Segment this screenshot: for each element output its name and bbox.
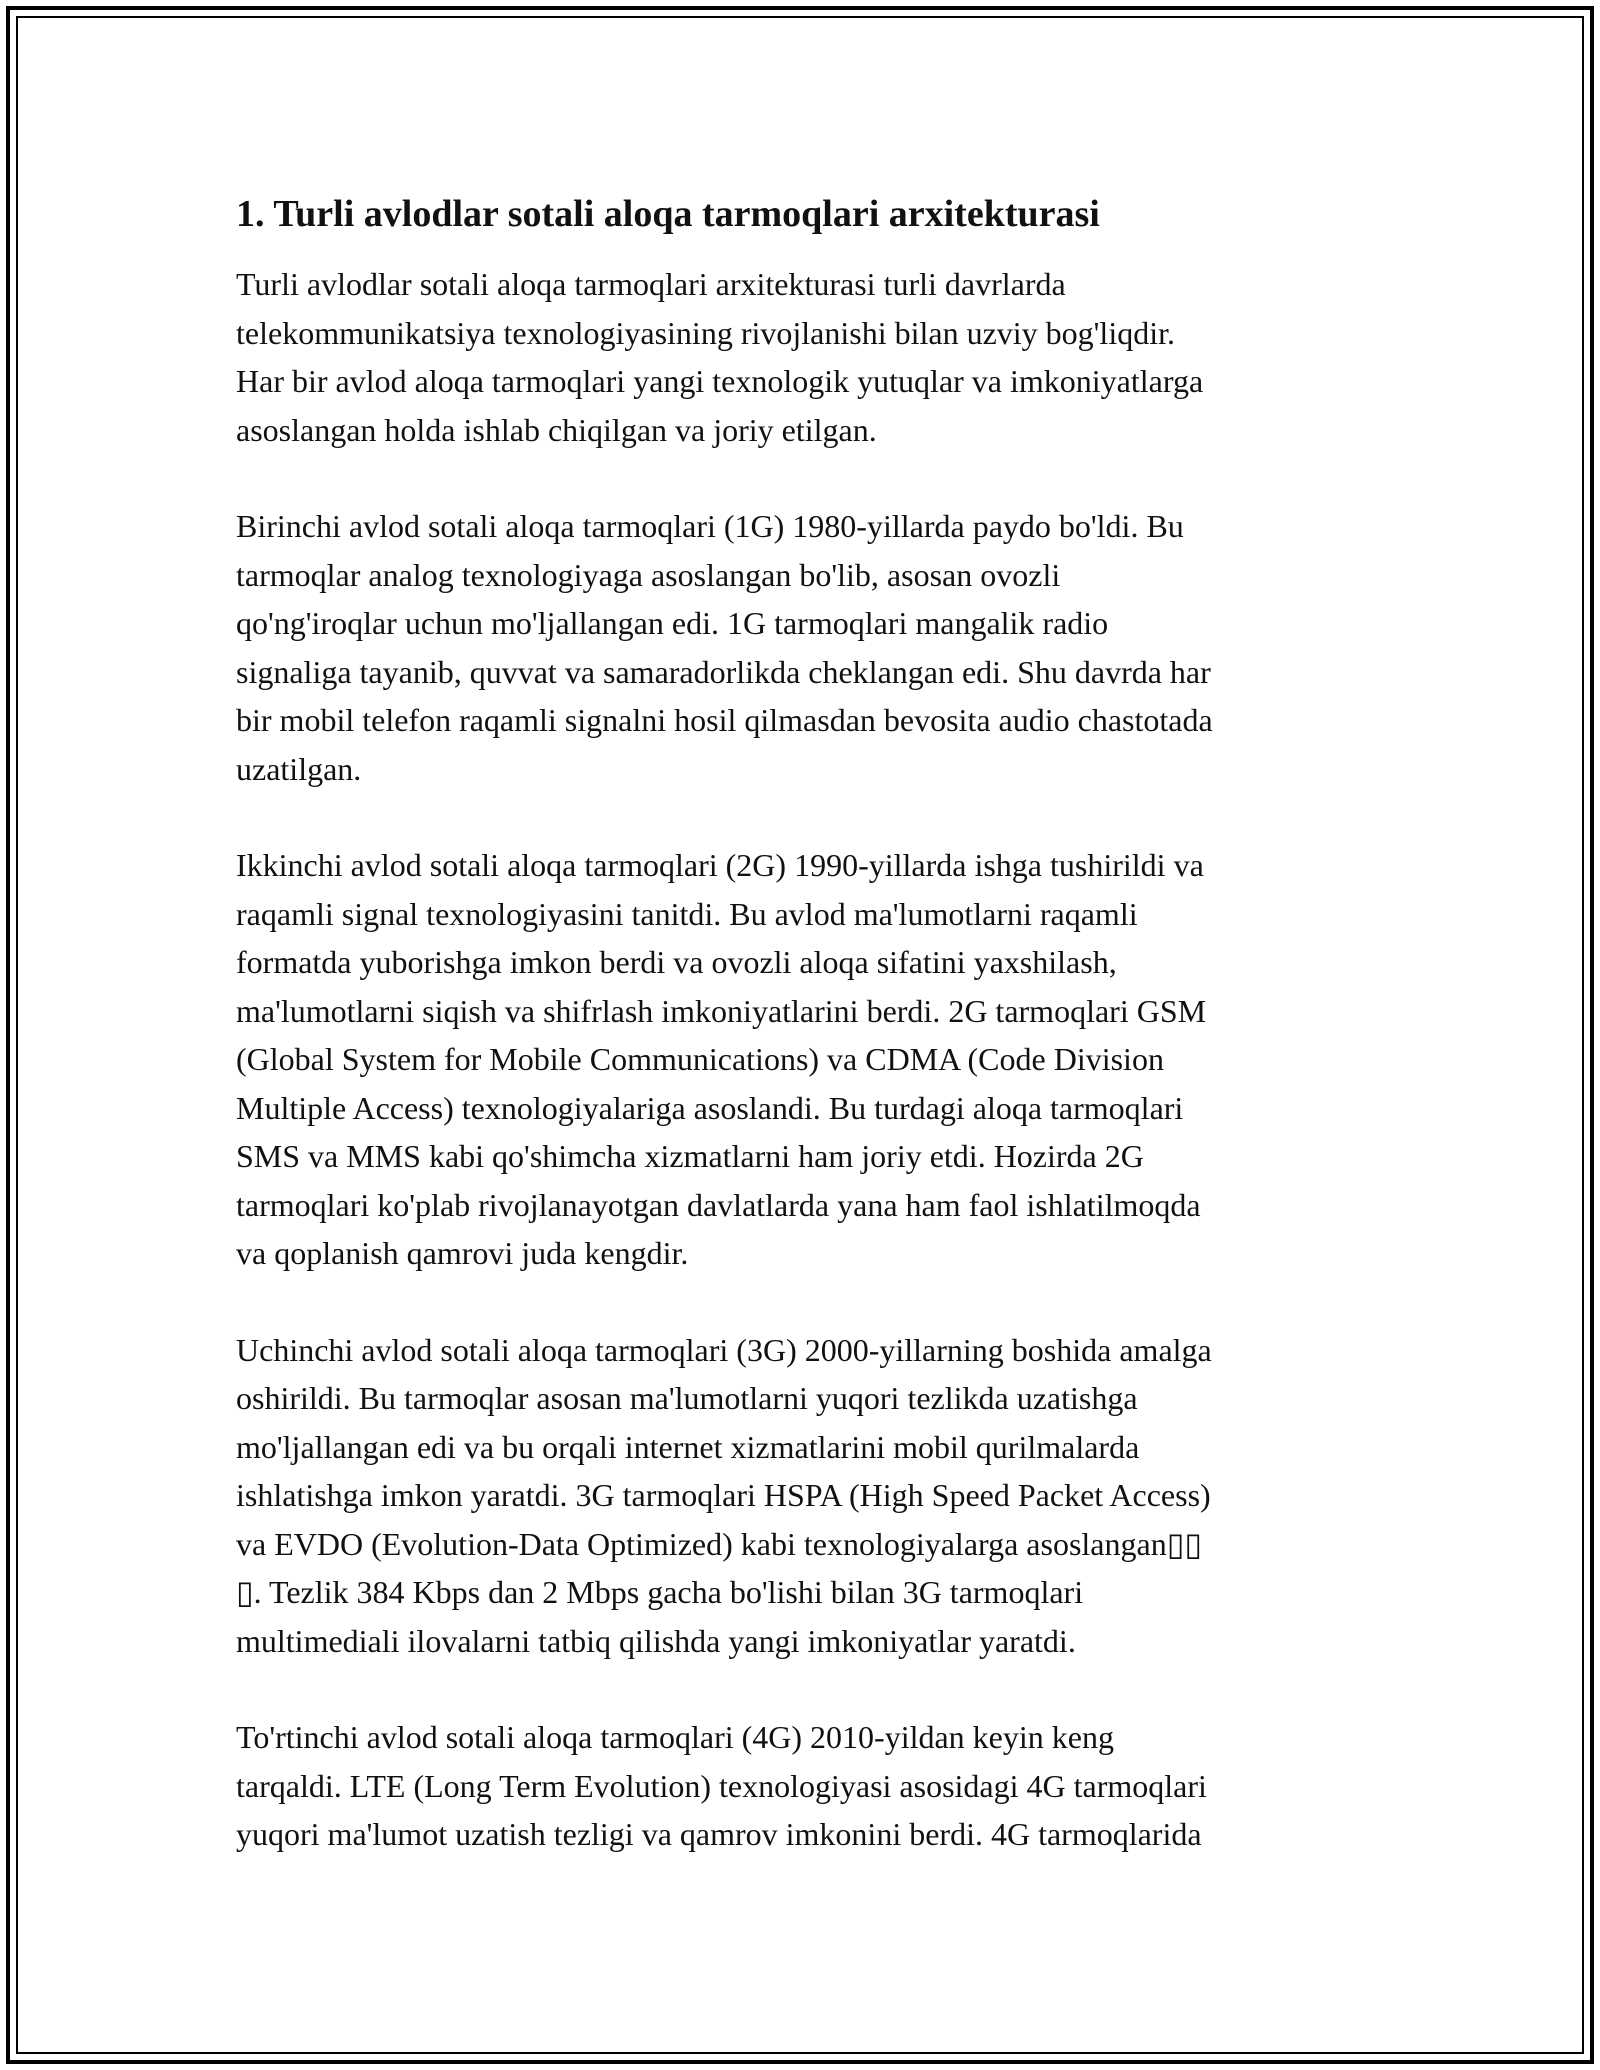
text-line: multimediali ilovalarni tatbiq qilishda yangi imkoniyatlar yaratdi. xyxy=(236,1622,1076,1659)
text-line: Har bir avlod aloqa tarmoqlari yangi texnologik yutuqlar va imkoniyatlarga xyxy=(236,363,1204,399)
text-line: SMS va MMS kabi qo'shimcha xizmatlarni ham joriy etdi. Hozirda 2G xyxy=(236,1138,1144,1174)
text-line: tarmoqlar analog texnologiyaga asoslangan bo'lib, asosan ovozli xyxy=(236,556,1061,593)
text-line: va EVDO (Evolution-Data Optimized) kabi texnologiyalarga asoslangan▯▯ xyxy=(236,1525,1202,1562)
paragraph-2g xyxy=(236,841,1366,1278)
text-line: Uchinchi avlod sotali aloqa tarmoqlari (3G) 2000-yillarning boshida amalga xyxy=(236,1331,1212,1368)
text-line: ma'lumotlarni siqish va shifrlash imkoniyatlarini berdi. 2G tarmoqlari GSM xyxy=(236,992,1207,1029)
text-line: telekommunikatsiya texnologiyasining rivojlanishi bilan uzviy bog'liqdir. xyxy=(236,314,1175,351)
text-line: Multiple Access) texnologiyalariga asoslandi. Bu turdagi aloqa tarmoqlari xyxy=(236,1089,1184,1126)
text-line: To'rtinchi avlod sotali aloqa tarmoqlari (4G) 2010-yildan keyin keng xyxy=(236,1719,1114,1755)
section-heading: 1. Turli avlodlar sotali aloqa tarmoqlari arxitekturasi xyxy=(236,193,1100,235)
text-line: Birinchi avlod sotali aloqa tarmoqlari (1G) 1980-yillarda paydo bo'ldi. Bu xyxy=(236,508,1184,544)
text-line: va qoplanish qamrovi juda kengdir. xyxy=(236,1235,689,1271)
text-line: oshirildi. Bu tarmoqlar asosan ma'lumotlarni yuqori tezlikda uzatishga xyxy=(236,1380,1138,1416)
text-line: uzatilgan. xyxy=(236,750,362,787)
text-line: ▯. Tezlik 384 Kbps dan 2 Mbps gacha bo'lishi bilan 3G tarmoqlari xyxy=(236,1574,1084,1610)
paragraph-3g xyxy=(236,1326,1366,1666)
paragraph-1g xyxy=(236,502,1366,793)
text-line: formatda yuborishga imkon berdi va ovozli aloqa sifatini yaxshilash, xyxy=(236,944,1117,980)
text-line: qo'ng'iroqlar uchun mo'ljallangan edi. 1G tarmoqlari mangalik radio xyxy=(236,605,1109,641)
text-line: asoslangan holda ishlab chiqilgan va joriy etilgan. xyxy=(236,411,877,448)
text-line: bir mobil telefon raqamli signalni hosil qilmasdan bevosita audio chastotada xyxy=(236,702,1213,738)
text-line: Ikkinchi avlod sotali aloqa tarmoqlari (2G) 1990-yillarda ishga tushirildi va xyxy=(236,847,1204,883)
paragraph-4g xyxy=(236,1713,1366,1859)
text-line: mo'ljallangan edi va bu orqali internet xizmatlarini mobil qurilmalarda xyxy=(236,1428,1140,1465)
text-line: yuqori ma'lumot uzatish tezligi va qamrov imkonini berdi. 4G tarmoqlarida xyxy=(236,1816,1202,1852)
text-line: (Global System for Mobile Communications) va CDMA (Code Division xyxy=(236,1041,1164,1077)
text-line: raqamli signal texnologiyasini tanitdi. Bu avlod ma'lumotlarni raqamli xyxy=(236,895,1138,932)
text-line: tarqaldi. LTE (Long Term Evolution) texnologiyasi asosidagi 4G tarmoqlari xyxy=(236,1767,1207,1804)
text-line: tarmoqlari ko'plab rivojlanayotgan davlatlarda yana ham faol ishlatilmoqda xyxy=(236,1186,1201,1223)
text-line: signaliga tayanib, quvvat va samaradorlikda cheklangan edi. Shu davrda har xyxy=(236,653,1211,690)
text-line: ishlatishga imkon yaratdi. 3G tarmoqlari HSPA (High Speed Packet Access) xyxy=(236,1477,1211,1513)
document-body xyxy=(236,190,1366,1907)
paragraph-intro xyxy=(236,260,1366,454)
text-line: Turli avlodlar sotali aloqa tarmoqlari arxitekturasi turli davrlarda xyxy=(236,266,1066,302)
